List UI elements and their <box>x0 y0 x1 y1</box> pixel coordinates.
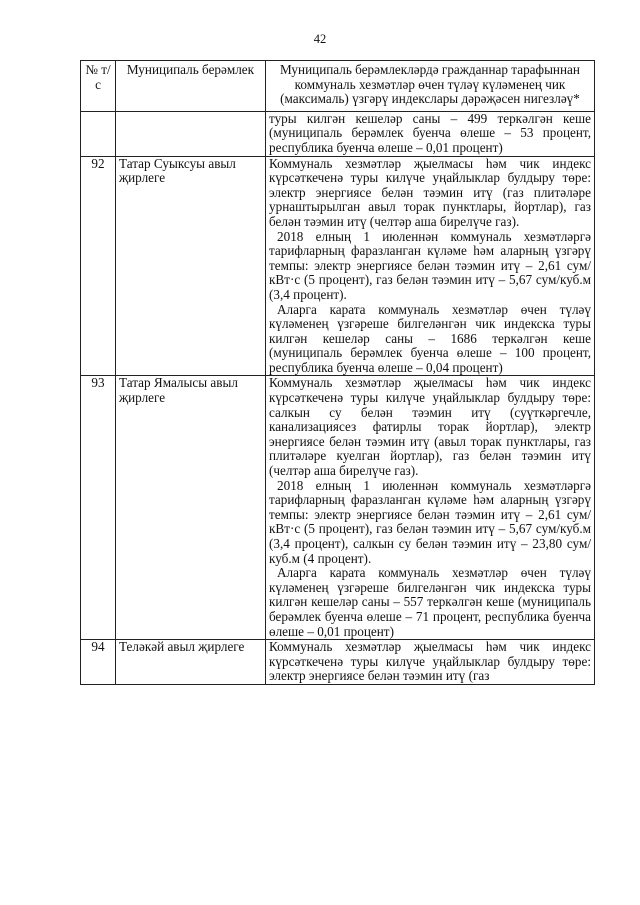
page-number: 42 <box>313 32 327 46</box>
table-row <box>81 156 595 376</box>
row-municipality: Татар Суыксуы авыл җирлеге <box>116 156 266 376</box>
basis-paragraph: 2018 елның 1 июленнән коммуналь хезмәтләргә тарифларның фаразланган күләме һәм аларның үзгәрү темпы: электр энергиясе белән тәэмин итү – 2,61 сум/кВт·с (5 процент), газ белән тәэмин итү – 5,67 сум/куб.м (3,4 процент). <box>269 228 591 302</box>
row-basis <box>266 156 595 376</box>
basis-paragraph: Коммуналь хезмәтләр җыелмасы һәм чик индекс күрсәткеченә туры килүче уңайлыклар булдыру төре: электр энергиясе белән тәэмин итү (газ плитәләре урнаштырылган авыл торак пунктлары, йортлар), газ белән тәэмин итү (челтәр аша бирелүче газ). <box>269 155 591 229</box>
table-row <box>81 111 595 156</box>
header-municipality: Муниципаль берәмлек <box>116 61 266 112</box>
basis-paragraph: 2018 елның 1 июленнән коммуналь хезмәтләргә тарифларның фаразланган күләме һәм аларның үзгәрү темпы: электр энергиясе белән тәэмин итү – 2,61 сум/кВт·с (5 процент), газ белән тәэмин итү – 5,67 сум/куб.м (3,4 процент), салкын су белән тәэмин итү – 23,80 сум/куб.м (4 процент). <box>269 477 591 566</box>
table-header-row <box>81 61 595 112</box>
row-number: 94 <box>81 640 116 685</box>
row-number <box>81 111 116 156</box>
header-number: № т/с <box>81 61 116 112</box>
basis-paragraph: Аларга карата коммуналь хезмәтләр өчен түләү күләменең үзгәреше билгеләнгән чик индекска туры килгән кешеләр саны – 1686 теркәлгән кеше (муниципаль берәмлек буенча өлеше – 100 процент, республика буенча өлеше – 0,04 процент) <box>269 301 591 375</box>
basis-paragraph: Аларга карата коммуналь хезмәтләр өчен түләү күләменең үзгәреше билгеләнгән чик индекска туры килгән кешеләр саны – 557 теркәлгән кеше (муниципаль берәмлек буенча өлеше – 71 процент, республика буенча өлеше – 0,01 процент) <box>269 565 591 639</box>
table-row <box>81 376 595 640</box>
row-municipality <box>116 111 266 156</box>
basis-paragraph: Коммуналь хезмәтләр җыелмасы һәм чик индекс күрсәткеченә туры килүче уңайлыклар булдыру төре: салкын су белән тәэмин итү (суүткәргечле, канализациясез фатирлы торак йортлар), электр энергиясе белән тәэмин итү (авыл торак пунктлары, газ плитәләре куелган йортлар), газ белән тәэмин итү (челтәр аша бирелүче газ). <box>269 375 591 479</box>
basis-paragraph: Коммуналь хезмәтләр җыелмасы һәм чик индекс күрсәткеченә туры килүче уңайлыклар булдыру төре: электр энергиясе белән тәэмин итү (газ <box>269 639 591 684</box>
row-number: 93 <box>81 376 116 640</box>
table-row <box>81 640 595 685</box>
row-basis <box>266 111 595 156</box>
header-basis: Муниципаль берәмлекләрдә гражданнар тарафыннан коммуналь хезмәтләр өчен түләү күләменең чик (максималь) үзгәрү индекслары дәрәҗәсен нигезләү* <box>266 61 595 112</box>
basis-paragraph: туры килгән кешеләр саны – 499 теркәлгән кеше (муниципаль берәмлек буенча өлеше – 53 процент, республика буенча өлеше – 0,01 процент) <box>269 110 591 155</box>
row-basis <box>266 376 595 640</box>
row-number: 92 <box>81 156 116 376</box>
municipal-index-table <box>80 60 595 685</box>
row-municipality: Татар Ямалысы авыл җирлеге <box>116 376 266 640</box>
row-municipality: Теләкәй авыл җирлеге <box>116 640 266 685</box>
row-basis <box>266 640 595 685</box>
